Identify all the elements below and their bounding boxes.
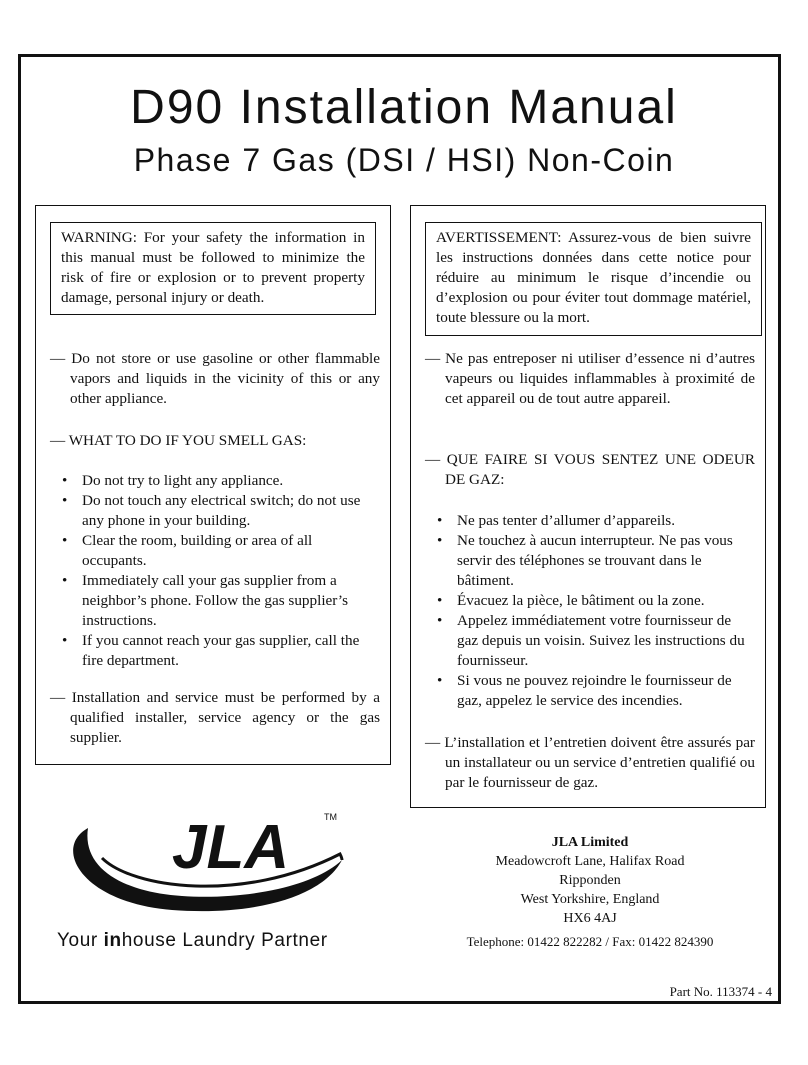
- company-name: JLA Limited: [551, 835, 629, 850]
- english-bullet-item: • Immediately call your gas supplier from a neighbor’s phone. Follow the gas supplier’s instructions.: [50, 571, 380, 631]
- english-installation-paragraph: — Installation and service must be performed by a qualified installer, service agency or the gas supplier.: [50, 689, 380, 746]
- english-bullet-item: • Do not try to light any appliance.: [50, 471, 380, 491]
- english-bullet-list: [50, 471, 380, 671]
- french-what-to-do-heading: — QUE FAIRE SI VOUS SENTEZ UNE ODEUR DE GAZ:: [425, 451, 755, 488]
- jla-swoosh-logo-graphic: [42, 808, 356, 928]
- french-bullet-item: • Ne touchez à aucun interrupteur. Ne pas vous servir des téléphones se trouvant dans le bâtiment.: [425, 531, 755, 591]
- french-no-store-paragraph: — Ne pas entreposer ni utiliser d’essence ni d’autres vapeurs ou liquides inflammables à proximité de cet appareil ou de tout autre appareil.: [425, 350, 755, 407]
- french-safety-column: [410, 205, 766, 808]
- address-line: HX6 4AJ: [563, 911, 617, 926]
- english-bullet-item: • Clear the room, building or area of all occupants.: [50, 531, 380, 571]
- english-safety-column: [35, 205, 391, 765]
- french-warning-box: AVERTISSEMENT: Assurez-vous de bien suivre les instructions données dans cette notice pour réduire au minimum le risque d’incendie ou d’explosion ou pour éviter tout dommage matériel, toute blessure ou la mort.: [425, 222, 762, 336]
- tagline-prefix: Your: [57, 930, 104, 951]
- logo-trademark-text: TM: [324, 812, 337, 822]
- english-bullet-item: • Do not touch any electrical switch; do not use any phone in your building.: [50, 491, 380, 531]
- page-subtitle: Phase 7 Gas (DSI / HSI) Non-Coin: [133, 142, 675, 178]
- french-bullet-item: • Appelez immédiatement votre fournisseur de gaz depuis un voisin. Suivez les instructions du fournisseur.: [425, 611, 755, 671]
- part-number: Part No. 113374 - 4: [669, 984, 772, 999]
- page-title: D90 Installation Manual: [130, 81, 678, 134]
- company-address: [440, 833, 740, 928]
- address-line: Ripponden: [559, 873, 621, 888]
- tagline-suffix: house Laundry Partner: [121, 930, 328, 951]
- english-what-to-do-heading: — WHAT TO DO IF YOU SMELL GAS:: [50, 432, 307, 449]
- logo-brand-text: JLA: [172, 813, 290, 882]
- address-line: West Yorkshire, England: [520, 892, 660, 907]
- english-no-store-paragraph: — Do not store or use gasoline or other flammable vapors and liquids in the vicinity of this or any other appliance.: [50, 350, 380, 407]
- french-installation-paragraph: — L’installation et l’entretien doivent être assurés par un installateur ou un service d’entretien qualifié ou par le fournisseur de gaz.: [425, 734, 755, 791]
- french-bullet-list: [425, 511, 755, 711]
- english-bullet-item: • If you cannot reach your gas supplier, call the fire department.: [50, 631, 380, 671]
- french-bullet-item: • Si vous ne pouvez rejoindre le fournisseur de gaz, appelez le service des incendies.: [425, 671, 755, 711]
- logo-tagline: [57, 930, 328, 952]
- french-bullet-item: • Ne pas tenter d’allumer d’appareils.: [425, 511, 755, 531]
- company-contact: Telephone: 01422 822282 / Fax: 01422 824390: [466, 934, 714, 949]
- address-line: Meadowcroft Lane, Halifax Road: [495, 854, 685, 869]
- french-bullet-item: • Évacuez la pièce, le bâtiment ou la zone.: [425, 591, 755, 611]
- tagline-bold: in: [103, 930, 122, 951]
- english-warning-box: WARNING: For your safety the information in this manual must be followed to minimize the risk of fire or explosion or to prevent property damage, personal injury or death.: [50, 222, 376, 315]
